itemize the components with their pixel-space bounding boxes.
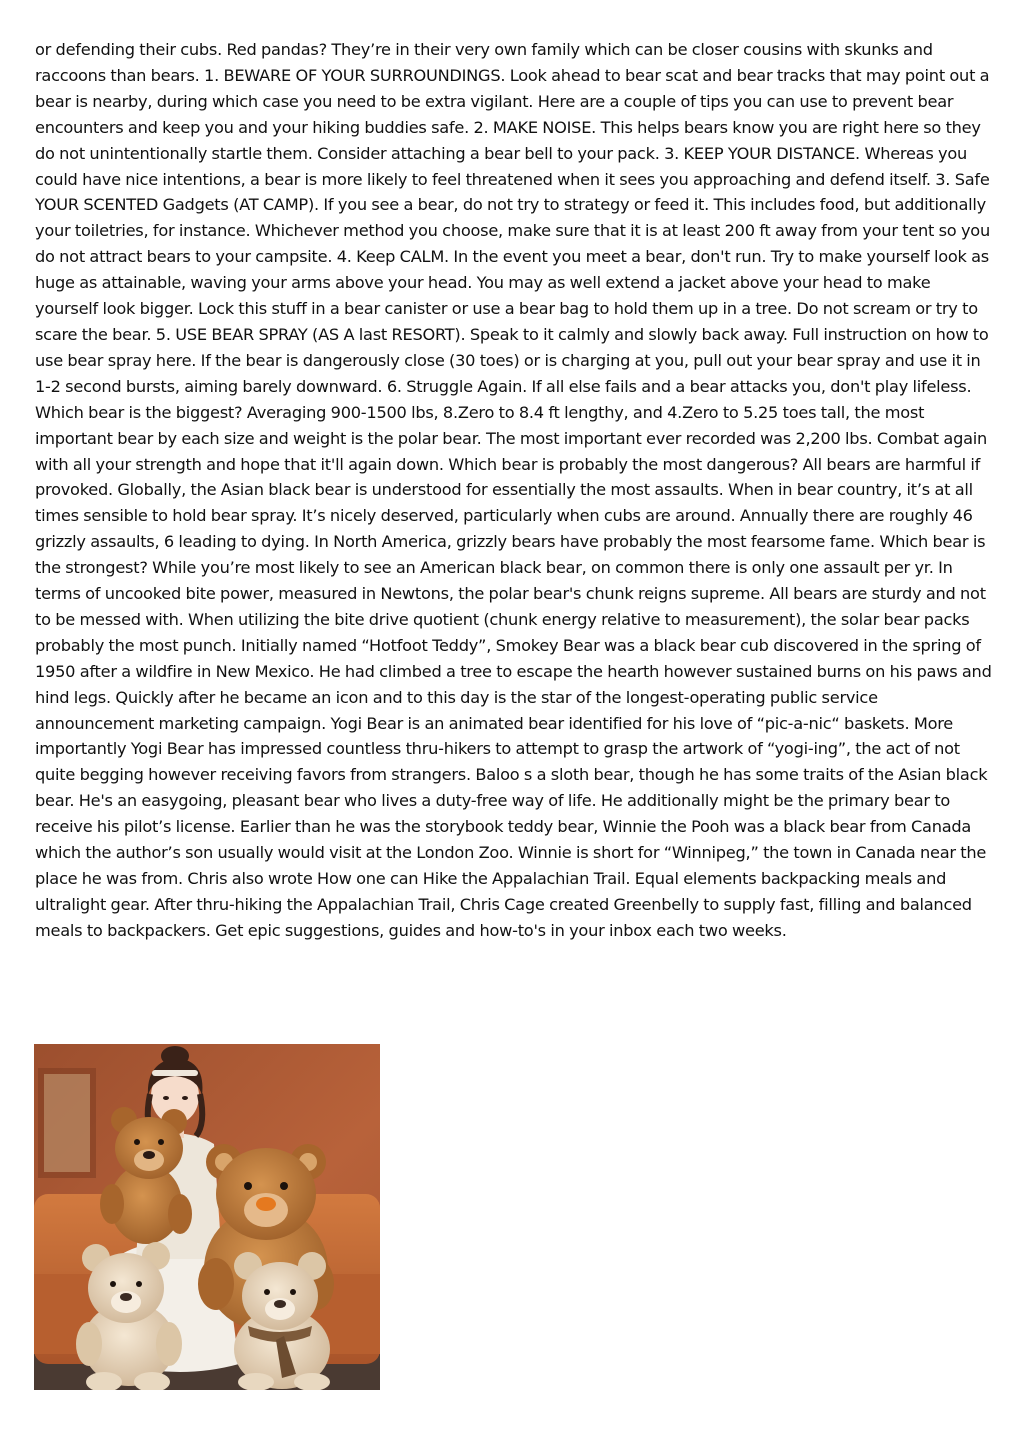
teddy-bears-illustration bbox=[34, 1044, 380, 1390]
cream-teddy-bear-right bbox=[234, 1252, 330, 1390]
teddy-bears-photo bbox=[34, 1044, 380, 1390]
article-body-text: or defending their cubs. Red pandas? They’re in their very own family which can be closer cousins with skunks and raccoons than bears. 1. BEWARE OF YOUR SURROUNDINGS. Look ahead to bear scat and bear tracks that may point out a bear is nearby, during which case you need to be extra vigilant. Here are a couple of tips you can use to prevent bear encounters and keep you and your hiking buddies safe. 2. MAKE NOISE. This helps bears know you are right here so they do not unintentionally startle them. Consider attaching a bear bell to your pack. 3. KEEP YOUR DISTANCE. Whereas you could have nice intentions, a bear is more likely to feel threatened when it sees you approaching and defend itself. 3. Safe YOUR SCENTED Gadgets (AT CAMP). If you see a bear, do not try to strategy or feed it. This includes food, but additionally your toiletries, for instance. Whichever method you choose, make sure that it is at least 200 ft away from your tent so you do not attract bears to your campsite. 4. Keep CALM. In the event you meet a bear, don't run. Try to make yourself look as huge as attainable, waving your arms above your head. You may as well extend a jacket above your head to make yourself look bigger. Lock this stuff in a bear canister or use a bear bag to hold them up in a tree. Do not scream or try to scare the bear. 5. USE BEAR SPRAY (AS A last RESORT). Speak to it calmly and slowly back away. Full instruction on how to use bear spray here. If the bear is dangerously close (30 toes) or is charging at you, pull out your bear spray and use it in 1-2 second bursts, aiming barely downward. 6. Struggle Again. If all else fails and a bear attacks you, don't play lifeless. Which bear is the biggest? Averaging 900-1500 lbs, 8.Zero to 8.4 ft lengthy, and 4.Zero to 5.25 toes tall, the most important bear by each size and weight is the polar bear. The most important ever recorded was 2,200 lbs. Combat again with all your strength and hope that it'll again down. Which bear is probably the most dangerous? All bears are harmful if provoked. Globally, the Asian black bear is understood for essentially the most assaults. When in bear country, it’s at all times sensible to hold bear spray. It’s nicely deserved, particularly when cubs are around. Annually there are roughly 46 grizzly assaults, 6 leading to dying. In North America, grizzly bears have probably the most fearsome fame. Which bear is the strongest? While you’re most likely to see an American black bear, on common there is only one assault per yr. In terms of uncooked bite power, measured in Newtons, the polar bear's chunk reigns supreme. All bears are sturdy and not to be messed with. When utilizing the bite drive quotient (chunk energy relative to measurement), the solar bear packs probably the most punch. Initially named “Hotfoot Teddy”, Smokey Bear was a black bear cub discovered in the spring of 1950 after a wildfire in New Mexico. He had climbed a tree to escape the hearth however sustained burns on his paws and hind legs. Quickly after he became an icon and to this day is the star of the longest-operating public service announcement marketing campaign. Yogi Bear is an animated bear identified for his love of “pic-a-nic“ baskets. More importantly Yogi Bear has impressed countless thru-hikers to attempt to grasp the artwork of “yogi-ing”, the act of not quite begging however receiving favors from strangers. Baloo s a sloth bear, though he has some traits of the Asian black bear. He's an easygoing, pleasant bear who lives a duty-free way of life. He additionally might be the primary bear to receive his pilot’s license. Earlier than he was the storybook teddy bear, Winnie the Pooh was a black bear from Canada which the author’s son usually would visit at the London Zoo. Winnie is short for “Winnipeg,” the town in Canada near the place he was from. Chris also wrote How one can Hike the Appalachian Trail. Equal elements backpacking meals and ultralight gear. After thru-hiking the Appalachian Trail, Chris Cage created Greenbelly to supply fast, filling and balanced meals to backpackers. Get epic suggestions, guides and how-to's in your inbox each two weeks. bbox=[35, 40, 992, 940]
